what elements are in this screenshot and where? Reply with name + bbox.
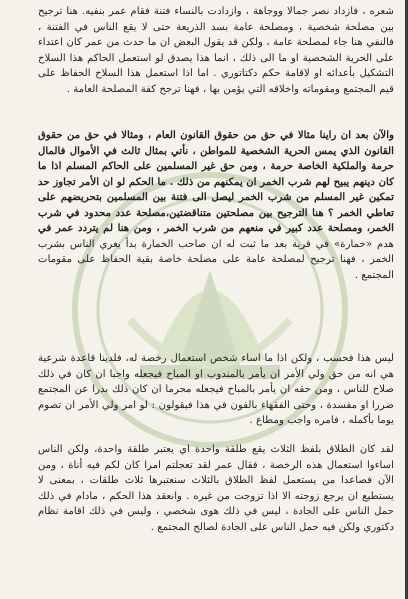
text-line: ولكن الناس اساءوا استعمال هذه الرخصة ، فقال عمر لقد تعجلتم امرا كان xyxy=(38,444,394,471)
text-line: بالفون في هذا فيقولون : لو امر ولي الأمر ان تصوم يوما بأكمله ، فامره xyxy=(38,399,394,426)
text-line: على الجادة لصالح المجتمع . xyxy=(150,521,268,533)
text-line: هوى شخصي ، وليس في ذلك اقامة نظام دكتوري ولكن فيه حمل الناس xyxy=(38,506,394,533)
paragraph-1 xyxy=(38,4,394,97)
text-line: فلدينا قاعدة شرعية هي انه من حق ولي الأمر ان يأمر بالمندوب او المباح xyxy=(38,353,394,380)
text-line: ومصلحة عدد كبير في منعهم من شرب الخمر ، ومن هنا لم يتردد عمر في xyxy=(38,222,363,234)
text-line: هدم «خمارة» في قرية بعد ما ثبت له ان صاحب الخمارة بدأ يغري الناس xyxy=(70,238,394,250)
text-line: هنا الترجيح بين مصلحتين متناقضتين،مصلحة عدد محدود في شرب الخمر، xyxy=(38,206,394,234)
text-line: المسلمين على الحاكم المسلم اذا ما كان دينهم يبيح لهم شرب الخمر ان xyxy=(38,160,394,188)
text-line: وانعقد هذا الحكم ، مادام في ذلك حمل الناس على الجادة ، ليس في ذلك xyxy=(38,490,394,517)
text-line: المجتمع ومقوماته واخلاقه التي يؤمن بها ، فهنا ترجح كفة المصلحة العامة . xyxy=(66,83,377,95)
text-line: البعض ان ما حدث من عمر كان اعتداء على الحرية الشخصية او ما الى xyxy=(38,37,394,64)
text-line: ذلك ، انما هذا يصدق لو استعمل الحاكم هذا السلاح التشكيل بأعدائه xyxy=(38,52,395,79)
text-line: محرما ان كان ذلك بدرا عن المجتمع ضررا او مفسدة ، وحتى الفقهاء xyxy=(38,384,395,411)
paragraph-2 xyxy=(38,128,394,283)
text-line: ليس هذا فحسب ، ولكن اذا ما اساء شخص استعمال رخصة له، xyxy=(125,353,394,364)
text-line: لكم فيه أناة ، ومن الآن فصاعدا من يستعمل لفظ الطلاق بالثلاث سنعتبرها xyxy=(38,459,394,486)
text-line: بمثال ثالث في الأموال فالمال حرمة والملكية الخاصة حرمة ، ومن حق غير xyxy=(38,144,394,172)
text-line: على مقومات المجتمع . xyxy=(38,254,394,281)
paragraph-4 xyxy=(38,442,394,535)
text-line: شرب الخمر ليصل الى فتنة بين المسلمين بتحريضهم على تعاطي الخمر ؟ xyxy=(38,191,394,219)
text-line: ثلاث طلقات ، بمعنى لا يستطيع ان يرجع زوجته الا اذا تزوجت من غيره . xyxy=(38,475,394,502)
text-line: لا يقع الناس في الفتنة ، فالنفي هنا جاء لمصلحة عامة ، ولكن قد يقول xyxy=(38,21,394,48)
text-line: شعره ، فازداد نصر جمالا ووجاهة ، وازدادت بالنساء فتنة فقام عمر بنفيه. xyxy=(81,6,394,17)
text-line: لقد كان الطلاق بلفظ الثلاث يقع طلقة واحدة اي يعتبر طلقة واحدة، xyxy=(94,444,394,455)
text-line: بشرب الخمر ، فهنا ترجيح لمصلحة عامة على مصلحة خاصة بقية الحفاظ xyxy=(38,238,394,265)
text-line: فيجعله واجبا ان كان في ذلك صلاح للناس ، ومن حقه ان يأمر بالمباح فيجعله xyxy=(38,368,395,395)
text-line: هنا ترجيح بين مصلحة شخصية ، ومصلحة عامة بسد الذريعة حتى xyxy=(38,6,394,33)
text-line: يمكنهم من ذلك . ما الحكم لو ان الأمر تجاوز حد تمكين غير المسلم من xyxy=(38,175,395,203)
text-line: والآن بعد ان راينا مثالا في حق من حقوق القانون العام ، ومثالا xyxy=(121,129,394,141)
text-line: او لاقامة حكم دكتاتوري . اما اذا استعمل هذا السلاح الحفاظ على قيم xyxy=(38,68,394,95)
text-line: واجب ومطاع . xyxy=(249,415,312,426)
text-line: في حق من حقوق القانون الذي يمس الحرية الشخصية للمواطن ، نأتي xyxy=(38,129,394,157)
paragraph-3 xyxy=(38,351,394,429)
